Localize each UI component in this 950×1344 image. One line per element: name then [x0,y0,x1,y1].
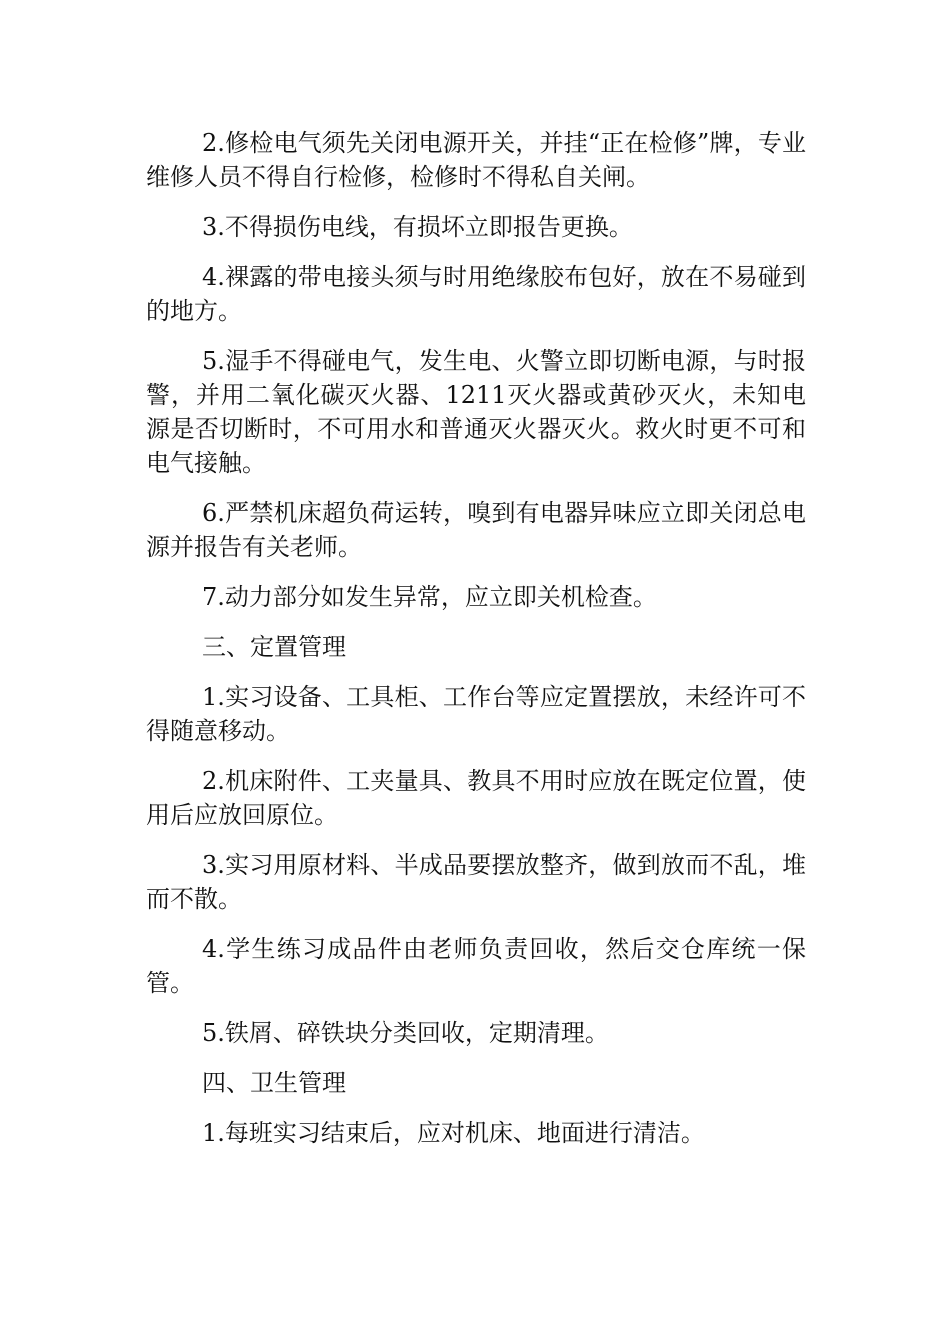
rule-item: 1.实习设备、工具柜、工作台等应定置摆放，未经许可不得随意移动。 [146,683,806,745]
section-heading: 四、卫生管理 [202,1069,346,1097]
rule-item: 7.动力部分如发生异常，应立即关机检查。 [202,583,657,611]
rule-item: 4.裸露的带电接头须与时用绝缘胶布包好，放在不易碰到的地方。 [146,263,806,325]
rule-item: 2.修检电气须先关闭电源开关，并挂“正在检修”牌，专业维修人员不得自行检修，检修时不得私自关闸。 [146,129,806,191]
rule-item: 4.学生练习成品件由老师负责回收，然后交仓库统一保管。 [146,935,806,997]
rule-item: 1.每班实习结束后，应对机床、地面进行清洁。 [202,1119,705,1147]
rule-item: 3.不得损伤电线，有损坏立即报告更换。 [202,213,633,241]
rule-item: 5.铁屑、碎铁块分类回收，定期清理。 [202,1019,609,1047]
rule-item: 5.湿手不得碰电气，发生电、火警立即切断电源，与时报警，并用二氧化碳灭火器、1211灭火器或黄砂灭火，未知电源是否切断时，不可用水和普通灭火器灭火。救火时更不可和电气接触。 [146,347,806,477]
document-body [146,126,806,1166]
rule-item: 3.实习用原材料、半成品要摆放整齐，做到放而不乱，堆而不散。 [146,851,806,913]
rule-item: 2.机床附件、工夹量具、教具不用时应放在既定位置，使用后应放回原位。 [146,767,806,829]
section-heading: 三、定置管理 [202,633,346,661]
rule-item: 6.严禁机床超负荷运转，嗅到有电器异味应立即关闭总电源并报告有关老师。 [146,499,806,561]
